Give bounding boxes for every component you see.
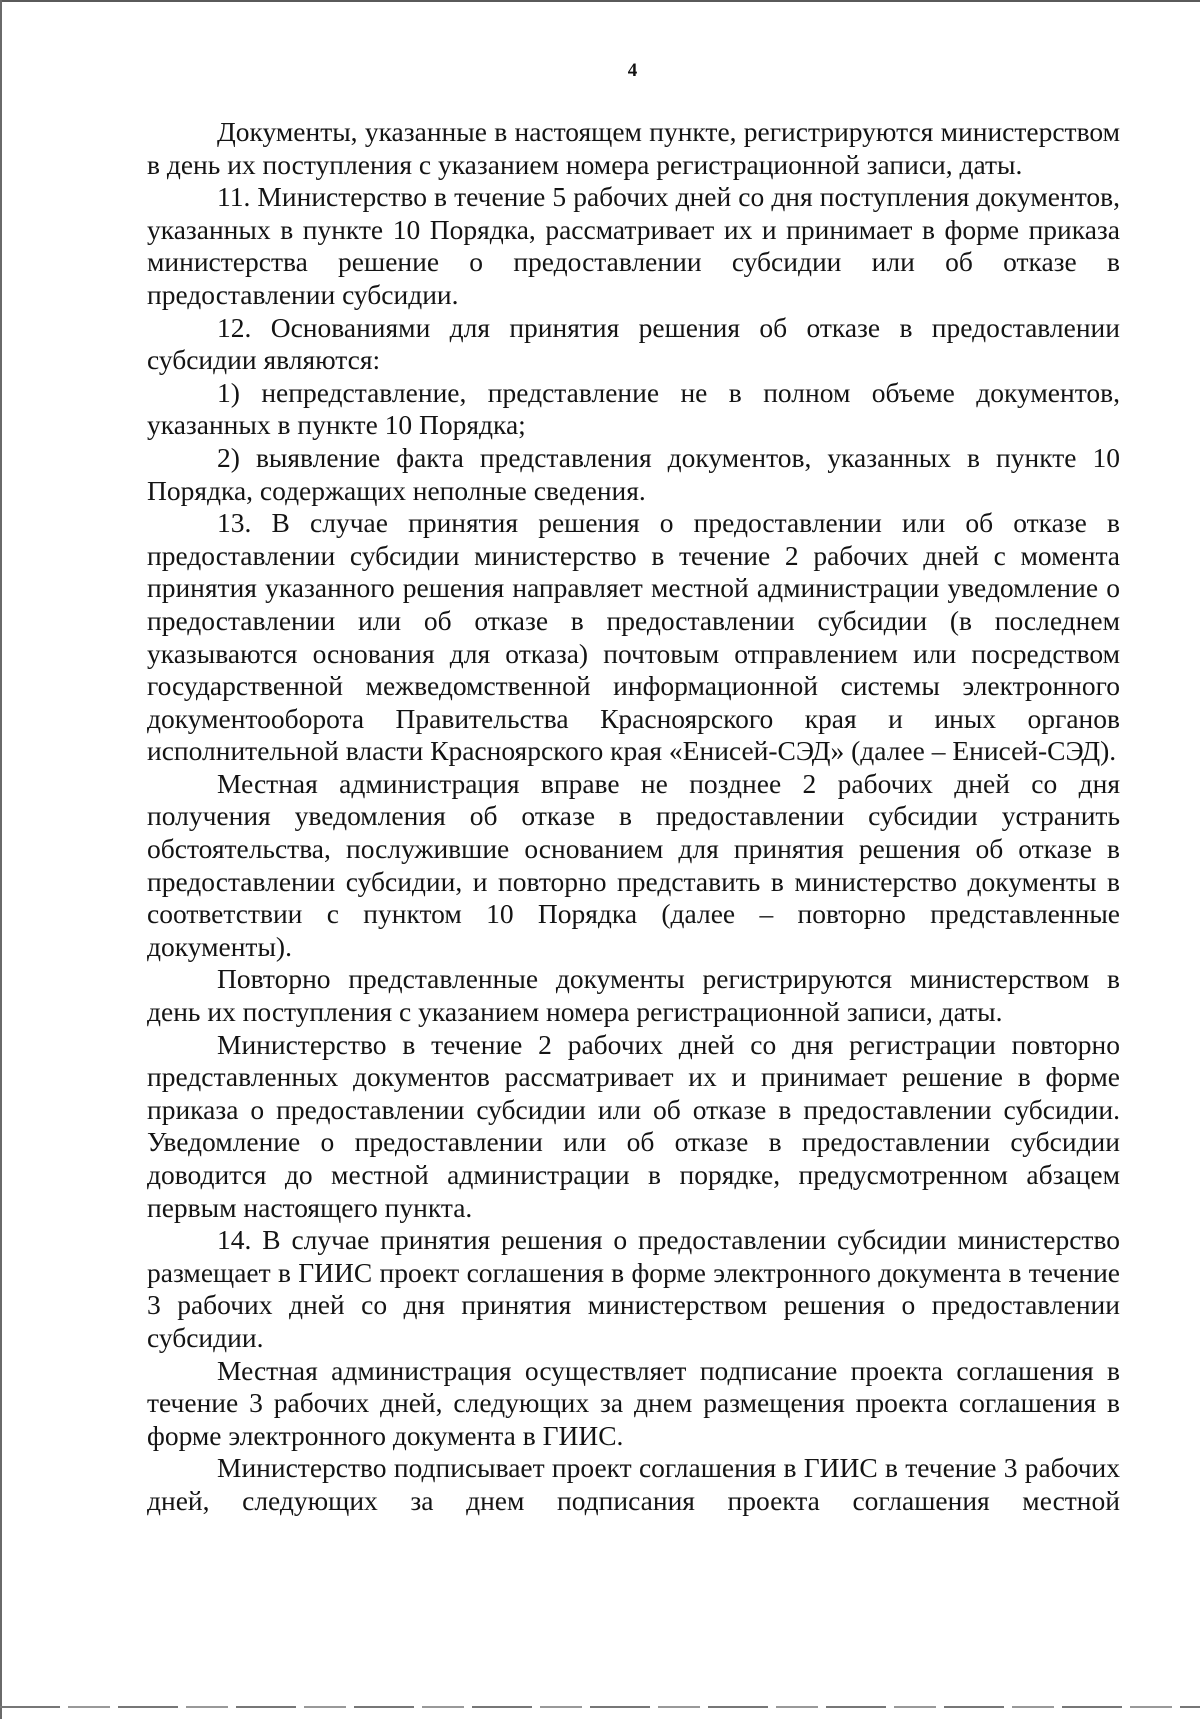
paragraph-documents-registered: Документы, указанные в настоящем пункте, регистрируются министерством в день их поступления с указанием номера регистрационной записи, даты. bbox=[147, 116, 1120, 180]
paragraph-item-11: 11. Министерство в течение 5 рабочих дней со дня поступления документов, указанных в пункте 10 Порядка, рассматривает их и принимает в форме приказа министерства решение о предоставлении субсидии или об отказе в предоставлении субсидии. bbox=[147, 181, 1120, 310]
paragraph-local-administration-right: Местная администрация вправе не позднее 2 рабочих дней со дня получения уведомления об отказе в предоставлении субсидии устранить обстоятельства, послужившие основанием для принятия решения об отказе в предоставлении субсидии, и повторно представить в министерство документы в соответствии с пунктом 10 Порядка (далее – повторно представленные документы). bbox=[147, 767, 1120, 962]
paragraph-subitem-1: 1) непредставление, представление не в полном объеме документов, указанных в пункте 10 Порядка; bbox=[147, 376, 1120, 441]
paragraph-resubmitted-registered: Повторно представленные документы регистрируются министерством в день их поступления с указанием номера регистрационной записи, даты. bbox=[147, 963, 1120, 1028]
paragraph-local-signing: Местная администрация осуществляет подписание проекта соглашения в течение 3 рабочих дней, следующих за днем размещения проекта соглашения в форме электронного документа в ГИИС. bbox=[147, 1354, 1120, 1451]
scan-edge-left bbox=[0, 0, 2, 1719]
paragraph-item-14: 14. В случае принятия решения о предоставлении субсидии министерство размещает в ГИИС проект соглашения в форме электронного документа в течение 3 рабочих дней со дня принятия министерством решения о предоставлении субсидии. bbox=[147, 1224, 1120, 1353]
scan-edge-top bbox=[0, 0, 1200, 2]
document-body bbox=[147, 116, 1120, 1518]
page-number: 4 bbox=[627, 60, 638, 81]
paragraph-ministry-review: Министерство в течение 2 рабочих дней со дня регистрации повторно представленных документов рассматривает их и принимает решение в форме приказа о предоставлении субсидии или об отказе в предоставлении субсидии. Уведомление о предоставлении или об отказе в предоставлении субсидии доводится до местной администрации в порядке, предусмотренном абзацем первым настоящего пункта. bbox=[147, 1028, 1120, 1223]
scan-edge-bottom bbox=[0, 1706, 1200, 1708]
paragraph-ministry-signing: Министерство подписывает проект соглашения в ГИИС в течение 3 рабочих дней, следующих за днем подписания проекта соглашения местной bbox=[147, 1452, 1120, 1516]
paragraph-item-13: 13. В случае принятия решения о предоставлении или об отказе в предоставлении субсидии министерство в течение 2 рабочих дней с момента принятия указанного решения направляет местной администрации уведомление о предоставлении или об отказе в предоставлении субсидии (в последнем указываются основания для отказа) почтовым отправлением или посредством государственной межведомственной информационной системы электронного документооборота Правительства Красноярского края и иных органов исполнительной власти Красноярского края «Енисей-СЭД» (далее – Енисей-СЭД). bbox=[147, 507, 1120, 767]
paragraph-subitem-2: 2) выявление факта представления документов, указанных в пункте 10 Порядка, содержащих неполные сведения. bbox=[147, 441, 1120, 506]
paragraph-item-12: 12. Основаниями для принятия решения об отказе в предоставлении субсидии являются: bbox=[147, 311, 1120, 376]
